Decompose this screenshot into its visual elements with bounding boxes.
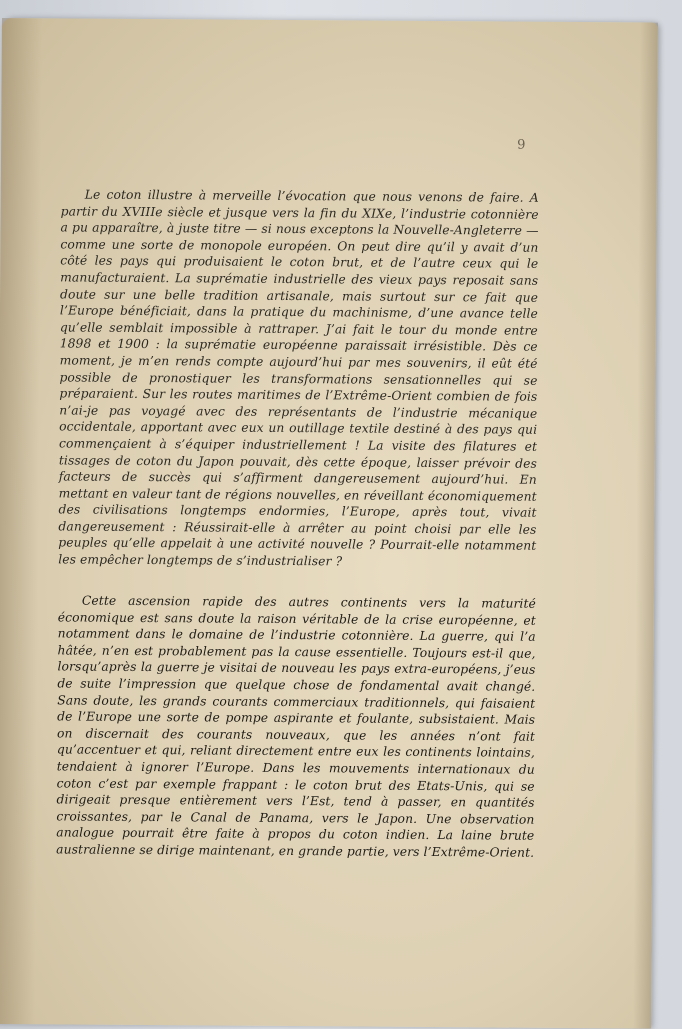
paragraph-2: Cette ascension rapide des autres continents vers la maturité économique est sans doute la raison véritable de la crise européenne, et notamment dans le domaine de l’industrie cotonnière. La guerre, qui l’a hâtée, n’en est probablement pas la cause essentielle. Toujours est-il que, lorsqu’après la guerre je visitai de nouveau les pays extra-européens, j’eus de suite l’impression que quelque chose de fondamental avait changé. Sans doute, les grands courants commerciaux traditionnels, qui faisaient de l’Europe une sorte de pompe aspirante et foulante, subsistaient. Mais on discernait des courants nouveaux, que les années n’ont fait qu’accentuer et qui, reliant directement entre eux les continents lointains, tendaient à ignorer l’Europe. Dans les mouvements internationaux du coton c’est par exemple frappant : le coton brut des Etats-Unis, qui se dirigeait presque entièrement vers l’Est, tend à passer, en quantités croissantes, par le Canal de Panama, vers le Japon. Une observation analogue pourrait être faite à propos du coton indien. La laine brute australienne se dirige maintenant, en grande partie, vers l’Extrême-Orient. [56, 593, 536, 860]
book-page [0, 18, 658, 1029]
page-number: 9 [517, 137, 526, 153]
paragraph-2-container [56, 592, 536, 861]
paragraph-1: Le coton illustre à merveille l’évocation que nous venons de faire. A partir du XVIIIe siècle et jusque vers la fin du XIXe, l’industrie cotonnière a pu apparaître, à juste titre — si nous exceptons la Nouvelle-Angleterre — comme une sorte de monopole européen. On peut dire qu’il y avait d’un côté les pays qui produisaient le coton brut, et de l’autre ceux qui le manufacturaient. La suprématie industrielle des vieux pays reposait sans doute sur une belle tradition artisanale, mais surtout sur ce fait que l’Europe bénéficiait, dans la pratique du machinisme, d’une avance telle qu’elle semblait impossible à rattraper. J’ai fait le tour du monde entre 1898 et 1900 : la suprématie européenne paraissait irrésistible. Dès ce moment, je m’en rends compte aujourd’hui par mes souvenirs, il eût été possible de pronostiquer les transformations sensationnelles qui se préparaient. Sur les routes maritimes de l’Extrême-Orient combien de fois n’ai-je pas voyagé avec des représentants de l’industrie mécanique occidentale, apportant avec eux un outillage textile destiné à des pays qui commençaient à s’équiper industriellement ! La visite des filatures et tissages de coton du Japon pouvait, dès cette époque, laisser prévoir des facteurs de succès qui s’affirment dangereusement aujourd’hui. En mettant en valeur tant de régions nouvelles, en réveillant économiquement des civilisations longtemps endormies, l’Europe, après tout, vivait dangereusement : Réussirait-elle à arrêter au point choisi par elle les peuples qu’elle appelait à une activité nouvelle ? Pourrait-elle notamment les empêcher longtemps de s’industrialiser ? [58, 187, 539, 569]
paragraph-1-container [58, 186, 539, 571]
page-edge-shadow [633, 22, 658, 1028]
